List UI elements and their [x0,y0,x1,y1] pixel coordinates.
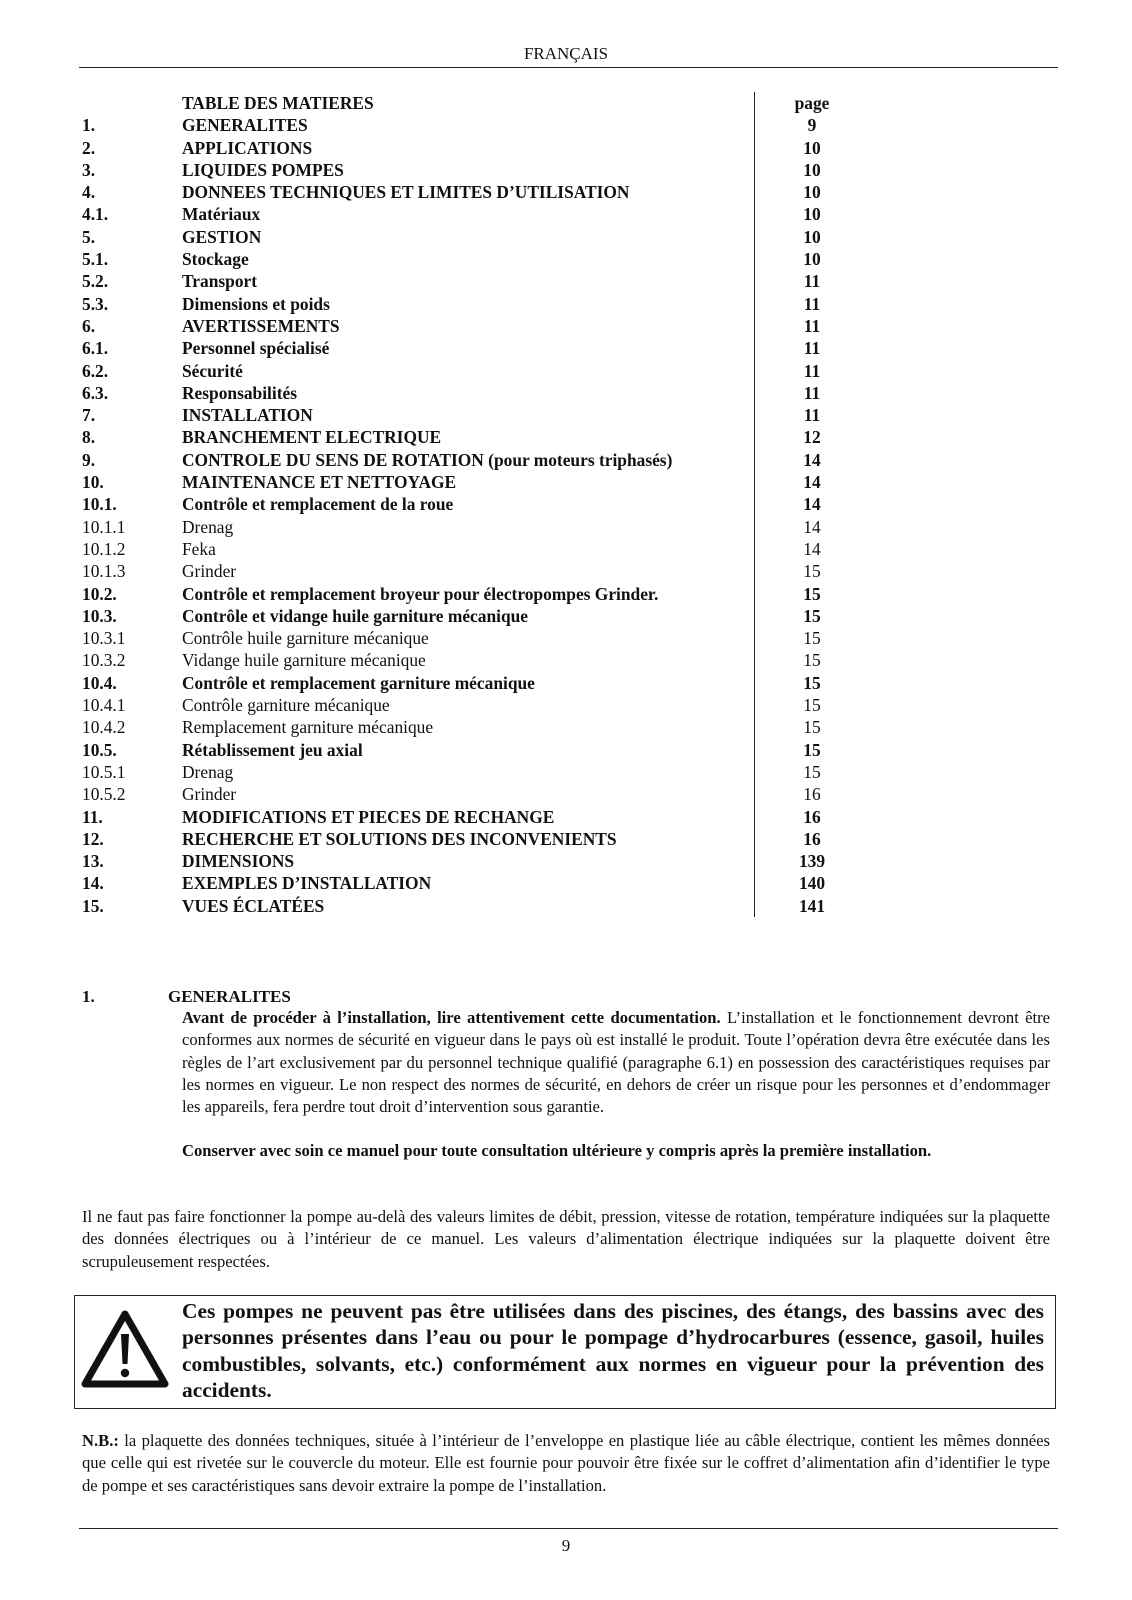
toc-entry-title: Drenag [182,761,234,782]
nb-text: la plaquette des données techniques, située à l’intérieur de l’enveloppe en plastique liée au câble électrique, contient les mêmes données que celle qui est rivetée sur le couvercle du moteur. Elle est fournie pour pouvoir être fixée sur le coffret d’alimentation afin d’identifier le type de pompe et ses caractéristiques sans devoir extraire la pompe de l’installation. [82,1431,1050,1495]
nb-label: N.B.: [82,1431,119,1450]
toc-entry-page: 11 [803,271,821,292]
toc-entry-title: GENERALITES [182,115,308,136]
toc-entry-number: 10.4. [82,672,117,693]
toc-entry-title: Transport [182,271,258,292]
toc-entry-page: 10 [803,249,821,270]
toc-entry [82,203,852,225]
toc-entry-title: Personnel spécialisé [182,338,330,359]
toc-entry-title: GESTION [182,226,262,247]
toc-entry-page: 9 [807,115,817,136]
toc-entry-title: LIQUIDES POMPES [182,159,344,180]
toc-entry-number: 4. [82,182,96,203]
toc-entry [82,783,852,805]
toc-entry-title: Stockage [182,249,249,270]
toc-entry-title: MAINTENANCE ET NETTOYAGE [182,472,457,493]
toc-entry [82,828,852,850]
toc-entry-title: DONNEES TECHNIQUES ET LIMITES D’UTILISATION [182,182,630,203]
toc-entry [82,761,852,783]
toc-entry-page: 16 [803,784,821,805]
toc-entry-title: Grinder [182,784,237,805]
toc-entry-number: 6.3. [82,382,109,403]
toc-entry-page: 15 [803,672,821,693]
toc-entry-number: 5.1. [82,249,109,270]
toc-entry-number: 6. [82,315,96,336]
toc-entry [82,694,852,716]
toc-entry-page: 14 [803,516,821,537]
toc-entry-title: RECHERCHE ET SOLUTIONS DES INCONVENIENTS [182,828,617,849]
toc-entry-page: 12 [803,427,821,448]
toc-entry [82,360,852,382]
toc-entry-number: 10.5.1 [82,761,126,782]
toc-entry-page: 140 [798,873,826,894]
toc-entry [82,449,852,471]
toc-entry [82,716,852,738]
toc-entry-title: EXEMPLES D’INSTALLATION [182,873,432,894]
toc-entry-title: Rétablissement jeu axial [182,739,363,760]
toc-entry-page: 15 [803,650,821,671]
toc-entry-title: Dimensions et poids [182,293,330,314]
toc-entry-number: 10.4.1 [82,695,126,716]
toc-entry-page: 16 [803,828,821,849]
toc-entry-number: 10.1. [82,494,117,515]
toc-entry-number: 5. [82,226,96,247]
toc-entry [82,159,852,181]
toc-entry [82,337,852,359]
table-of-contents [82,92,852,917]
toc-entry-page: 15 [803,583,821,604]
toc-page-label: page [794,93,830,113]
toc-entry-page: 11 [803,338,821,359]
warning-triangle-icon [81,1308,169,1390]
intro-bold-text: Avant de procéder à l’installation, lire attentivement cette documentation. [182,1008,721,1027]
toc-entry-page: 15 [803,761,821,782]
toc-entry [82,672,852,694]
toc-entry-page: 15 [803,628,821,649]
toc-entry-page: 15 [803,717,821,738]
toc-heading: TABLE DES MATIERES [182,93,374,113]
toc-entry-number: 6.1. [82,338,109,359]
section-number: 1. [82,987,95,1006]
intro-paragraph [182,1007,1050,1118]
toc-entry-title: MODIFICATIONS ET PIECES DE RECHANGE [182,806,555,827]
toc-entry [82,315,852,337]
toc-entry-number: 1. [82,115,96,136]
toc-entry-page: 15 [803,605,821,626]
toc-entry-title: AVERTISSEMENTS [182,315,340,336]
toc-entry-title: Contrôle et vidange huile garniture mécanique [182,605,529,626]
toc-entry [82,516,852,538]
toc-entry-title: DIMENSIONS [182,851,295,872]
warning-box [74,1295,1056,1409]
toc-entry-title: Contrôle et remplacement de la roue [182,494,454,515]
toc-entry-number: 14. [82,873,104,894]
toc-entry [82,137,852,159]
toc-entry-page: 14 [803,494,821,515]
toc-entry-title: Sécurité [182,360,243,381]
toc-entry-number: 6.2. [82,360,109,381]
toc-entry-title: BRANCHEMENT ELECTRIQUE [182,427,442,448]
page-number: 9 [561,1536,571,1555]
toc-entry-title: Contrôle et remplacement broyeur pour électropompes Grinder. [182,583,659,604]
toc-entry-page: 10 [803,226,821,247]
toc-entry-page: 10 [803,159,821,180]
toc-entry-number: 7. [82,405,96,426]
toc-entry-page: 10 [803,137,821,158]
toc-entry-title: Contrôle et remplacement garniture mécanique [182,672,535,693]
toc-entry [82,226,852,248]
toc-entry [82,806,852,828]
toc-entry-title: Contrôle huile garniture mécanique [182,628,429,649]
toc-entry-title: VUES ÉCLATÉES [182,895,325,916]
toc-entry-page: 11 [803,382,821,403]
toc-entry-page: 11 [803,405,821,426]
toc-entry-title: Matériaux [182,204,261,225]
toc-entry-number: 11. [82,806,103,827]
intro-text: L’installation et le fonctionnement devront être conformes aux normes de sécurité en vigueur dans le pays où est installé le produit. Toute l’opération devra être exécutée dans les règles de l’art exclusivement par du personnel technique qualifié (paragraphe 6.1) en possession des caractéristiques requises par les normes en vigueur. Le non respect des normes de sécurité, en dehors de créer un risque pour les personnes et d’endommager les appareils, fera perdre tout droit d’intervention sous garantie. [182,1008,1050,1117]
toc-entry-number: 10.3.1 [82,628,126,649]
toc-entry [82,605,852,627]
toc-entry-page: 10 [803,204,821,225]
toc-entry-number: 10.5. [82,739,117,760]
toc-entry-page: 14 [803,449,821,470]
toc-entry [82,649,852,671]
toc-entry-title: Drenag [182,516,234,537]
conserve-manual-note: Conserver avec soin ce manuel pour toute consultation ultérieure y compris après la première installation. [182,1141,932,1160]
toc-entry [82,493,852,515]
toc-entry-number: 10.1.1 [82,516,126,537]
toc-entry-number: 10.4.2 [82,717,126,738]
toc-entry [82,404,852,426]
toc-entry-number: 5.3. [82,293,109,314]
toc-entry-number: 10.1.2 [82,538,126,559]
toc-entry-title: INSTALLATION [182,405,313,426]
toc-entry [82,293,852,315]
toc-entry [82,627,852,649]
toc-entry-number: 10.2. [82,583,117,604]
toc-entry-page: 10 [803,182,821,203]
toc-entry [82,426,852,448]
toc-entry-number: 10. [82,472,104,493]
toc-entry-page: 15 [803,561,821,582]
toc-entry-title: Grinder [182,561,237,582]
nb-paragraph [82,1430,1050,1497]
toc-entry-number: 12. [82,828,104,849]
toc-entry-page: 11 [803,315,821,336]
toc-divider [754,92,755,917]
header-rule [79,67,1058,68]
toc-entry [82,538,852,560]
section-title: GENERALITES [168,987,291,1006]
toc-entry-number: 10.1.3 [82,561,126,582]
toc-entry-title: Vidange huile garniture mécanique [182,650,426,671]
toc-entry-number: 10.3. [82,605,117,626]
toc-entry-number: 4.1. [82,204,109,225]
toc-entry [82,560,852,582]
toc-entry-title: APPLICATIONS [182,137,313,158]
limits-paragraph: Il ne faut pas faire fonctionner la pompe au-delà des valeurs limites de débit, pression, vitesse de rotation, température indiquées sur la plaquette des données électriques ou à l’intérieur de ce manuel. Les valeurs d’alimentation électrique indiquées sur la plaquette doivent être scrupuleusement respectées. [82,1207,1050,1271]
toc-entry-title: Contrôle garniture mécanique [182,695,390,716]
toc-entry-title: Feka [182,538,216,559]
toc-entry-title: Responsabilités [182,382,297,403]
toc-entry [82,270,852,292]
toc-entry-number: 13. [82,851,104,872]
toc-entry-number: 5.2. [82,271,109,292]
toc-entry [82,872,852,894]
toc-entry [82,471,852,493]
toc-entry-number: 2. [82,137,96,158]
toc-entry [82,895,852,917]
page-header-language: FRANÇAIS [523,44,609,63]
toc-entry-page: 16 [803,806,821,827]
toc-entry [82,583,852,605]
toc-entry-title: Remplacement garniture mécanique [182,717,434,738]
toc-entry-number: 9. [82,449,96,470]
footer-rule [79,1528,1058,1529]
toc-entry [82,181,852,203]
toc-entries [82,114,852,917]
toc-entry-page: 11 [803,293,821,314]
toc-entry-page: 141 [798,895,826,916]
warning-text: Ces pompes ne peuvent pas être utilisées dans des piscines, des étangs, des bassins avec des personnes présentes dans l’eau ou pour le pompage d’hydrocarbures (essence, gasoil, huiles combustibles, solvants, etc.) conformément aux normes en vigueur pour la prévention des accidents. [182,1299,1044,1403]
toc-entry [82,248,852,270]
toc-entry-number: 15. [82,895,104,916]
toc-entry [82,850,852,872]
toc-heading-row [82,92,852,114]
toc-entry-page: 139 [798,851,826,872]
toc-entry-title: CONTROLE DU SENS DE ROTATION (pour moteurs triphasés) [182,449,673,470]
toc-entry-number: 10.5.2 [82,784,126,805]
toc-entry-page: 15 [803,695,821,716]
toc-entry-page: 11 [803,360,821,381]
toc-entry [82,739,852,761]
toc-entry-page: 14 [803,472,821,493]
toc-entry [82,382,852,404]
toc-entry-number: 3. [82,159,96,180]
toc-entry-page: 14 [803,538,821,559]
toc-entry-number: 10.3.2 [82,650,126,671]
toc-entry-number: 8. [82,427,96,448]
toc-entry-page: 15 [803,739,821,760]
toc-entry [82,114,852,136]
